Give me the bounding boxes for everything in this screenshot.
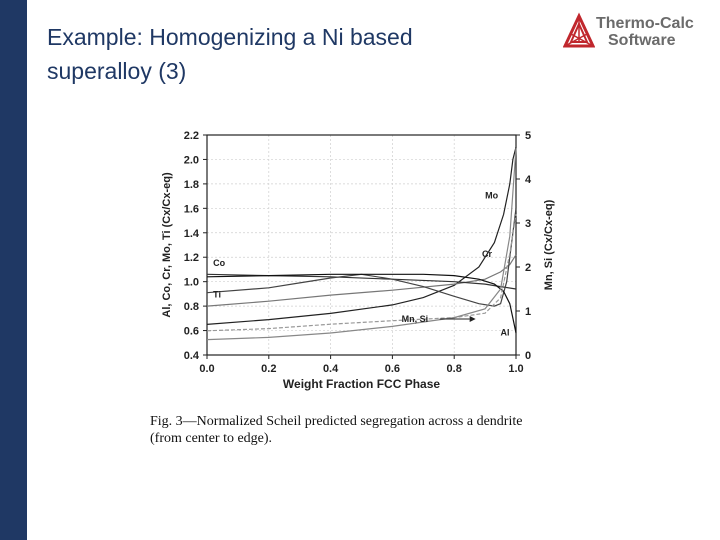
y-right-tick-label: 2 bbox=[525, 262, 532, 274]
series-line-mo bbox=[207, 147, 516, 324]
y-right-tick-label: 0 bbox=[525, 350, 532, 362]
x-tick-label: 0.4 bbox=[322, 363, 339, 375]
caption-line2: (from center to edge). bbox=[150, 431, 273, 446]
annotation-label: Co bbox=[213, 257, 226, 268]
logo-line1: Thermo-Calc bbox=[596, 15, 694, 32]
y-left-tick-label: 0.6 bbox=[183, 325, 199, 338]
figure-caption bbox=[150, 413, 580, 447]
series-line-si bbox=[207, 148, 516, 339]
thermo-calc-logo bbox=[563, 12, 703, 54]
annotation-label: Al bbox=[500, 327, 510, 338]
slide-title-line1: Example: Homogenizing a Ni based bbox=[47, 24, 413, 50]
annotation-label: Ti bbox=[213, 289, 222, 300]
x-tick-label: 0.2 bbox=[261, 363, 277, 375]
series-line-ti bbox=[207, 208, 516, 306]
y-right-tick-label: 3 bbox=[525, 218, 532, 230]
slide-title-line2: superalloy (3) bbox=[47, 58, 187, 84]
x-axis-label: Weight Fraction FCC Phase bbox=[282, 377, 441, 391]
segregation-chart bbox=[140, 115, 580, 455]
y-right-axis-label: Mn, Si (Cx/Cx-eq) bbox=[543, 199, 555, 291]
plot-frame bbox=[207, 135, 516, 355]
y-left-tick-label: 2.2 bbox=[183, 130, 199, 142]
logo-line2: Software bbox=[608, 32, 676, 49]
y-left-tick-label: 1.6 bbox=[183, 203, 199, 216]
y-left-tick-label: 0.4 bbox=[183, 350, 199, 362]
slide-title bbox=[47, 20, 517, 88]
x-tick-label: 1.0 bbox=[508, 363, 524, 375]
y-left-tick-label: 2.0 bbox=[183, 154, 199, 167]
y-left-tick-label: 1.2 bbox=[183, 252, 199, 265]
caption-line1: Fig. 3—Normalized Scheil predicted segregation across a dendrite bbox=[150, 414, 523, 429]
chart-svg bbox=[140, 115, 580, 405]
y-right-tick-label: 5 bbox=[525, 130, 532, 142]
triangle-logo-icon bbox=[563, 12, 595, 52]
slide-accent-bar bbox=[0, 0, 27, 540]
y-right-tick-label: 4 bbox=[525, 174, 532, 186]
y-left-tick-label: 1.4 bbox=[183, 227, 199, 240]
annotation-label: Cr bbox=[482, 249, 493, 260]
x-tick-label: 0.6 bbox=[384, 363, 401, 375]
y-left-tick-label: 1.0 bbox=[183, 276, 199, 289]
y-left-tick-label: 1.8 bbox=[183, 178, 199, 191]
y-left-tick-label: 0.8 bbox=[183, 301, 199, 314]
annotation-arrowhead bbox=[470, 316, 476, 322]
y-left-axis-label: Al, Co, Cr, Mo, Ti (Cx/Cx-eq) bbox=[161, 172, 173, 318]
logo-text bbox=[596, 15, 694, 49]
annotation-label: Mn, Si bbox=[401, 314, 429, 324]
y-right-tick-label: 1 bbox=[525, 306, 532, 318]
annotation-label: Mo bbox=[485, 190, 499, 201]
x-tick-label: 0.0 bbox=[199, 363, 215, 375]
series-line-cr bbox=[207, 255, 516, 306]
x-tick-label: 0.8 bbox=[446, 363, 462, 375]
